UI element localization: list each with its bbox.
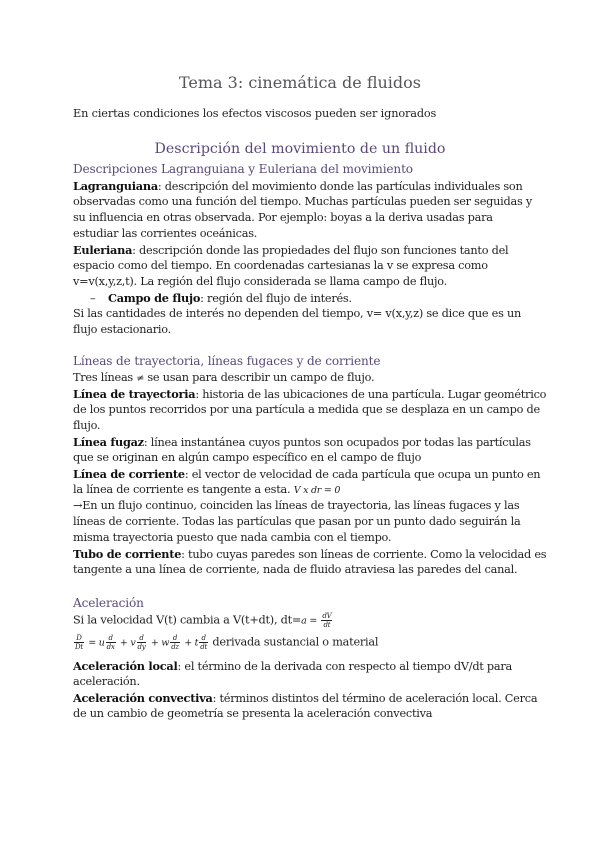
paragraph-line: v=v(x,y,z,t). La región del flujo considerada se llama campo de flujo.: [73, 275, 447, 288]
paragraph-line: de los puntos recorridos por una partícula a medida que se desplaza en un campo de: [73, 403, 540, 416]
paragraph-lagranguiana-line: Lagranguiana: descripción del movimiento donde las partículas individuales son: [73, 179, 523, 193]
not-equal-symbol: ≠: [136, 373, 145, 384]
paragraph-line: flujo estacionario.: [73, 323, 171, 336]
paragraph-line: Tres líneas ≠ se usan para describir un campo de flujo.: [73, 371, 375, 384]
bullet-campo-de-flujo: – Campo de flujo: región del flujo de interés.: [90, 291, 352, 305]
paragraph-line: que se originan en algún campo específico en el campo de flujo: [73, 451, 422, 464]
paragraph-line: tangente a una línea de corriente, nada de fluido atraviesa las paredes del canal.: [73, 563, 518, 576]
fraction-dV-dt: $\frac{dV}{dt}$: [322, 612, 332, 629]
paragraph-local-line: Aceleración local: el término de la derivada con respecto al tiempo dV/dt para: [73, 659, 513, 673]
paragraph-tubo-line: Tubo de corriente: tubo cuyas paredes son líneas de corriente. Como la velocidad es: [73, 547, 547, 561]
paragraph-line: espacio como del tiempo. En coordenadas cartesianas la v se expresa como: [73, 259, 488, 272]
paragraph-euleriana-line: Euleriana: descripción donde las propiedades del flujo son funciones tanto del: [73, 243, 509, 257]
term-aceleracion-convectiva: Aceleración convectiva: [73, 691, 213, 705]
paragraph-fugaz-line: Línea fugaz: línea instantánea cuyos puntos son ocupados por todas las partículas: [73, 435, 531, 449]
paragraph-line: aceleración.: [73, 675, 140, 688]
term-campo-de-flujo: Campo de flujo: [108, 291, 201, 305]
term-tubo-corriente: Tubo de corriente: [73, 547, 182, 561]
term-euleriana: Euleriana: [73, 243, 133, 257]
subheading-aceleracion: Aceleración: [73, 596, 144, 610]
term-linea-trayectoria: Línea de trayectoria: [73, 387, 196, 401]
intro-paragraph: En ciertas condiciones los efectos viscosos pueden ser ignorados: [73, 107, 437, 120]
paragraph-line: Si las cantidades de interés no dependen del tiempo, v= v(x,y,z) se dice que es un: [73, 307, 522, 320]
streamline-equation: V x dr = 0: [293, 485, 341, 496]
term-linea-corriente: Línea de corriente: [73, 467, 185, 481]
paragraph-line: su influencia en otras observada. Por ejemplo: boyas a la deriva usadas para: [73, 211, 493, 224]
paragraph-convectiva-line: Aceleración convectiva: términos distintos del término de aceleración local. Cerca: [73, 691, 538, 705]
paragraph-line: de un cambio de geometría se presenta la aceleración convectiva: [73, 707, 433, 720]
paragraph-line: la línea de corriente es tangente a esta. V x dr = 0: [73, 483, 341, 496]
paragraph-line: estudiar las corrientes oceánicas.: [73, 227, 258, 240]
section-title-descripcion: Descripción del movimiento de un fluido: [154, 141, 446, 157]
subheading-lineas: Líneas de trayectoria, líneas fugaces y de corriente: [73, 354, 381, 368]
bullet-dash: –: [90, 292, 96, 305]
term-aceleracion-local: Aceleración local: [73, 659, 178, 673]
paragraph-corriente-line: Línea de corriente: el vector de velocidad de cada partícula que ocupa un punto en: [73, 467, 541, 481]
paragraph-line: observadas como una función del tiempo. Muchas partículas pueden ser seguidas y: [73, 195, 532, 208]
paragraph-line: →En un flujo continuo, coinciden las líneas de trayectoria, las líneas fugaces y las: [73, 499, 520, 512]
paragraph-velocidad-line: Si la velocidad V(t) cambia a V(t+dt), dt=a = $\frac{dV}{dt}$: [73, 612, 332, 629]
term-lagranguiana: Lagranguiana: [73, 179, 158, 193]
page-title: Tema 3: cinemática de fluidos: [178, 73, 422, 92]
subheading-lagrange-euler: Descripciones Lagranguiana y Euleriana del movimiento: [73, 162, 413, 176]
paragraph-line: líneas de corriente. Todas las partículas que pasan por un punto dado seguirán la: [73, 515, 521, 528]
material-derivative-equation: $\frac{D}{Dt}$ = u $\frac{d}{dx}$ + v $\frac{d}{dy}$ + w $\frac{d}{dz}$ + t $\frac{d}{dt}$ derivada sustancial o material: [75, 634, 379, 651]
paragraph-line: misma trayectoria puesto que nada cambia con el tiempo.: [73, 531, 392, 544]
paragraph-line: flujo.: [73, 419, 101, 432]
term-linea-fugaz: Línea fugaz: [73, 435, 144, 449]
paragraph-trayectoria-line: Línea de trayectoria: historia de las ubicaciones de una partícula. Lugar geométrico: [73, 387, 547, 401]
